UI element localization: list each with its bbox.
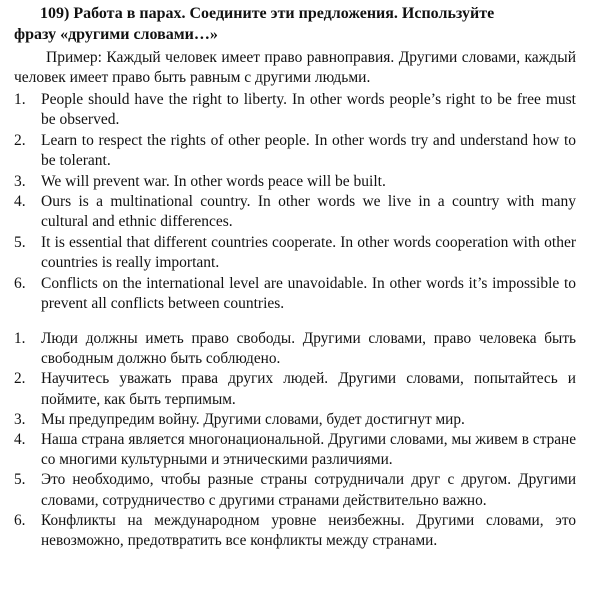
item-text: Это необходимо, чтобы разные страны сотрудничали друг с другом. Другими словами, сотрудничество с другими странами действительно важно.: [41, 471, 576, 509]
item-text: It is essential that different countries cooperate. In other words cooperation with other countries is really important.: [41, 233, 576, 272]
exercise-title-line2: фразу «другими словами…»: [14, 26, 218, 43]
item-text: Learn to respect the rights of other people. In other words try and understand how to be tolerant.: [41, 131, 576, 170]
list-item: [14, 329, 576, 369]
item-text: Конфликты на международном уровне неизбежны. Другими словами, это невозможно, предотвратить все конфликты между странами.: [41, 511, 576, 550]
item-text: Мы предупредим войну. Другими словами, будет достигнут мир.: [41, 410, 465, 428]
item-text: We will prevent war. In other words peace will be built.: [41, 172, 386, 190]
item-number: 4.: [14, 193, 26, 211]
item-number: 6.: [14, 511, 26, 529]
item-number: 2.: [14, 131, 26, 149]
example-sentence: Пример: Каждый человек имеет право равноправия. Другими словами, каждый человек имеет право быть равным с другими людьми.: [14, 49, 576, 86]
item-text: Наша страна является многонациональной. Другими словами, мы живем в стране со многими культурными и этническими различиями.: [41, 431, 576, 469]
exercise-title-line1: Работа в парах. Соедините эти предложения. Используйте: [73, 5, 495, 22]
item-number: 3.: [14, 410, 26, 428]
list-item: [14, 233, 576, 274]
exercise-number: 109): [40, 5, 70, 22]
english-sentence-list: [14, 90, 576, 314]
russian-translation-list: [14, 329, 576, 551]
list-item: [14, 192, 576, 233]
item-number: 1.: [14, 91, 26, 108]
list-item: [14, 410, 576, 430]
list-item: [14, 511, 576, 551]
list-item: [14, 90, 576, 131]
list-item: [14, 369, 576, 409]
item-number: 1.: [14, 330, 26, 347]
item-text: Ours is a multinational country. In other words we live in a country with many cultural and ethnic differences.: [41, 193, 576, 231]
item-number: 5.: [14, 233, 26, 251]
item-text: People should have the right to liberty. In other words people’s right to be free must be observed.: [41, 91, 576, 129]
list-item: [14, 172, 576, 192]
item-number: 3.: [14, 172, 26, 190]
list-item: [14, 470, 576, 510]
item-number: 5.: [14, 471, 26, 489]
list-item: [14, 274, 576, 315]
item-number: 4.: [14, 431, 26, 449]
item-text: Люди должны иметь право свободы. Другими словами, право человека быть свободным должно быть соблюдено.: [41, 330, 576, 368]
list-item: [14, 430, 576, 470]
item-number: 2.: [14, 370, 26, 388]
list-item: [14, 131, 576, 172]
item-number: 6.: [14, 274, 26, 292]
item-text: Научитесь уважать права других людей. Другими словами, попытайтесь и поймите, как быть терпимым.: [41, 370, 576, 408]
item-text: Conflicts on the international level are unavoidable. In other words it’s impossible to prevent all conflicts between countries.: [41, 274, 576, 313]
exercise-heading: [14, 3, 576, 45]
